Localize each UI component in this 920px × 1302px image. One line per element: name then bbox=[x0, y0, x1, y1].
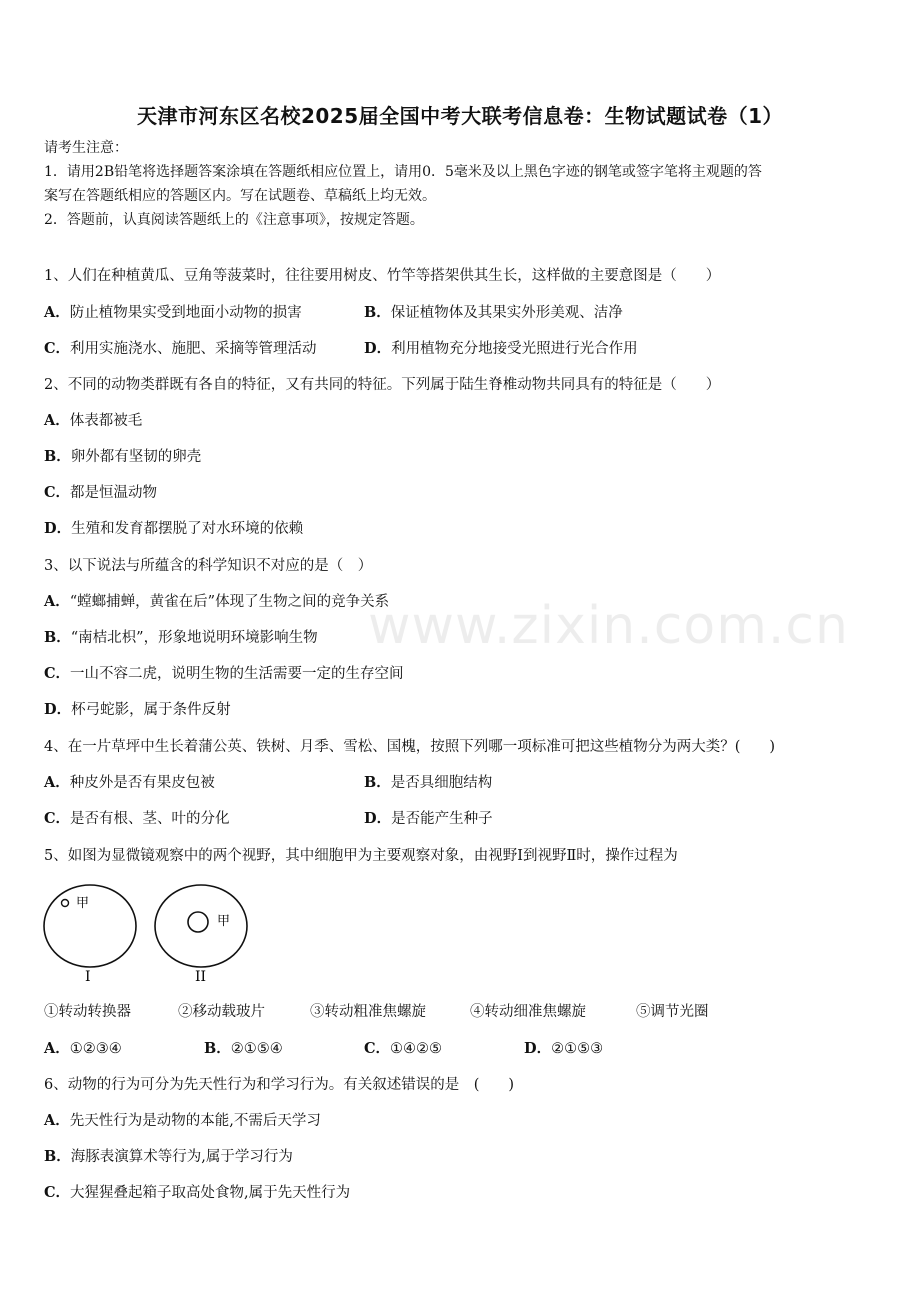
question-1-stem: 1、人们在种植黄瓜、豆角等菠菜时，往往要用树皮、竹竿等搭架供其生长，这样做的主要意图是（ ） bbox=[44, 268, 721, 284]
question-2-option-c[interactable] bbox=[44, 481, 157, 502]
question-4-option-a[interactable] bbox=[44, 771, 215, 792]
option-letter: B． bbox=[364, 304, 391, 321]
field-2-cell-label: 甲 bbox=[217, 914, 231, 929]
option-text: 利用实施浇水、施肥、采摘等管理活动 bbox=[70, 341, 317, 357]
watermark: www.zixin.com.cn bbox=[368, 596, 849, 656]
option-text: 先天性行为是动物的本能,不需后天学习 bbox=[69, 1113, 321, 1129]
option-letter: A． bbox=[44, 412, 70, 429]
notice-heading: 请考生注意： bbox=[44, 140, 128, 156]
step-5: ⑤调节光圈 bbox=[636, 1004, 709, 1020]
option-text: 卵外都有坚韧的卵壳 bbox=[70, 449, 202, 465]
field-1-circle bbox=[44, 885, 136, 967]
option-letter: C． bbox=[364, 1040, 391, 1057]
option-text: 是否具细胞结构 bbox=[390, 775, 493, 791]
step-3: ③转动粗准焦螺旋 bbox=[310, 1004, 426, 1020]
option-letter: C． bbox=[44, 484, 71, 501]
option-letter: A． bbox=[44, 774, 70, 791]
option-text: 生殖和发育都摆脱了对水环境的依赖 bbox=[71, 521, 304, 537]
field-1-label: I bbox=[85, 969, 91, 985]
question-2-option-a[interactable] bbox=[44, 409, 142, 430]
notice-line-2: 2．答题前，认真阅读答题纸上的《注意事项》，按规定答题。 bbox=[44, 212, 424, 228]
option-letter: D． bbox=[364, 810, 392, 827]
question-1-option-c[interactable] bbox=[44, 337, 317, 358]
option-letter: B． bbox=[44, 629, 71, 646]
option-letter: B． bbox=[44, 1148, 71, 1165]
question-5-option-a[interactable] bbox=[44, 1037, 122, 1058]
option-letter: A． bbox=[44, 593, 70, 610]
option-text: ①②③④ bbox=[69, 1041, 122, 1057]
option-letter: C． bbox=[44, 810, 71, 827]
notice-line-1: 1．请用2B铅笔将选择题答案涂填在答题纸相应位置上，请用0．5毫米及以上黑色字迹的钢笔或签字笔将主观题的答 bbox=[44, 164, 762, 180]
option-text: 防止植物果实受到地面小动物的损害 bbox=[69, 305, 302, 321]
option-letter: A． bbox=[44, 304, 70, 321]
option-letter: C． bbox=[44, 665, 71, 682]
field-2-circle bbox=[155, 885, 247, 967]
question-6-option-b[interactable] bbox=[44, 1145, 293, 1166]
question-1-option-d[interactable] bbox=[364, 337, 638, 358]
question-4-option-d[interactable] bbox=[364, 807, 493, 828]
question-3-option-c[interactable] bbox=[44, 662, 404, 683]
option-text: 保证植物体及其果实外形美观、洁净 bbox=[390, 305, 623, 321]
field-1-cell bbox=[62, 900, 69, 907]
field-2-cell bbox=[188, 912, 208, 932]
question-4-option-b[interactable] bbox=[364, 771, 492, 792]
option-text: 都是恒温动物 bbox=[70, 485, 158, 501]
option-text: 种皮外是否有果皮包被 bbox=[69, 775, 215, 791]
question-5-option-b[interactable] bbox=[204, 1037, 283, 1058]
question-5-stem: 5、如图为显微镜观察中的两个视野，其中细胞甲为主要观察对象，由视野Ⅰ到视野Ⅱ时，操作过程为 bbox=[44, 848, 678, 864]
question-4-option-c[interactable] bbox=[44, 807, 230, 828]
option-letter: B． bbox=[204, 1040, 231, 1057]
notice-line-1b: 案写在答题纸相应的答题区内。写在试题卷、草稿纸上均无效。 bbox=[44, 188, 436, 204]
question-3-option-d[interactable] bbox=[44, 698, 231, 719]
option-text: ②①⑤④ bbox=[230, 1041, 283, 1057]
option-letter: D． bbox=[44, 520, 72, 537]
option-text: 海豚表演算术等行为,属于学习行为 bbox=[70, 1149, 293, 1165]
option-letter: B． bbox=[364, 774, 391, 791]
question-2-stem: 2、不同的动物类群既有各自的特征，又有共同的特征。下列属于陆生脊椎动物共同具有的特征是（ ） bbox=[44, 377, 721, 393]
option-letter: C． bbox=[44, 340, 71, 357]
question-3-stem: 3、以下说法与所蕴含的科学知识不对应的是（ ） bbox=[44, 558, 373, 574]
option-text: 大猩猩叠起箱子取高处食物,属于先天性行为 bbox=[70, 1185, 351, 1201]
step-2: ②移动载玻片 bbox=[178, 1004, 265, 1020]
question-6-stem: 6、动物的行为可分为先天性行为和学习行为。有关叙述错误的是 ( ) bbox=[44, 1077, 515, 1093]
field-1-cell-label: 甲 bbox=[76, 896, 90, 911]
question-5-option-c[interactable] bbox=[364, 1037, 442, 1058]
option-letter: D． bbox=[44, 701, 72, 718]
step-4: ④转动细准焦螺旋 bbox=[470, 1004, 586, 1020]
option-text: 是否能产生种子 bbox=[391, 811, 493, 827]
microscope-fields-diagram bbox=[40, 880, 270, 990]
question-6-option-a[interactable] bbox=[44, 1109, 321, 1130]
option-text: 体表都被毛 bbox=[69, 413, 143, 429]
option-text: 一山不容二虎，说明生物的生活需要一定的生存空间 bbox=[70, 666, 404, 682]
question-6-option-c[interactable] bbox=[44, 1181, 350, 1202]
option-text: ①④②⑤ bbox=[390, 1041, 443, 1057]
exam-title: 天津市河东区名校2025届全国中考大联考信息卷：生物试题试卷（1） bbox=[136, 104, 784, 128]
option-text: 是否有根、茎、叶的分化 bbox=[70, 811, 230, 827]
option-text: “螳螂捕蝉，黄雀在后”体现了生物之间的竞争关系 bbox=[69, 594, 390, 610]
option-letter: A． bbox=[44, 1040, 70, 1057]
question-2-option-b[interactable] bbox=[44, 445, 201, 466]
option-text: ②①⑤③ bbox=[551, 1041, 604, 1057]
option-letter: A． bbox=[44, 1112, 70, 1129]
field-2-label: II bbox=[195, 969, 207, 985]
option-text: “南桔北枳”，形象地说明环境影响生物 bbox=[70, 630, 318, 646]
question-1-option-a[interactable] bbox=[44, 301, 302, 322]
option-text: 杯弓蛇影，属于条件反射 bbox=[71, 702, 231, 718]
question-5-option-d[interactable] bbox=[524, 1037, 603, 1058]
question-3-option-b[interactable] bbox=[44, 626, 318, 647]
option-letter: B． bbox=[44, 448, 71, 465]
option-letter: D． bbox=[524, 1040, 552, 1057]
option-letter: D． bbox=[364, 340, 392, 357]
question-1-option-b[interactable] bbox=[364, 301, 623, 322]
option-text: 利用植物充分地接受光照进行光合作用 bbox=[391, 341, 638, 357]
question-4-stem: 4、在一片草坪中生长着蒲公英、铁树、月季、雪松、国槐，按照下列哪一项标准可把这些植物分为两大类？( ) bbox=[44, 739, 776, 755]
step-1: ①转动转换器 bbox=[44, 1004, 131, 1020]
question-3-option-a[interactable] bbox=[44, 590, 389, 611]
question-2-option-d[interactable] bbox=[44, 517, 303, 538]
option-letter: C． bbox=[44, 1184, 71, 1201]
